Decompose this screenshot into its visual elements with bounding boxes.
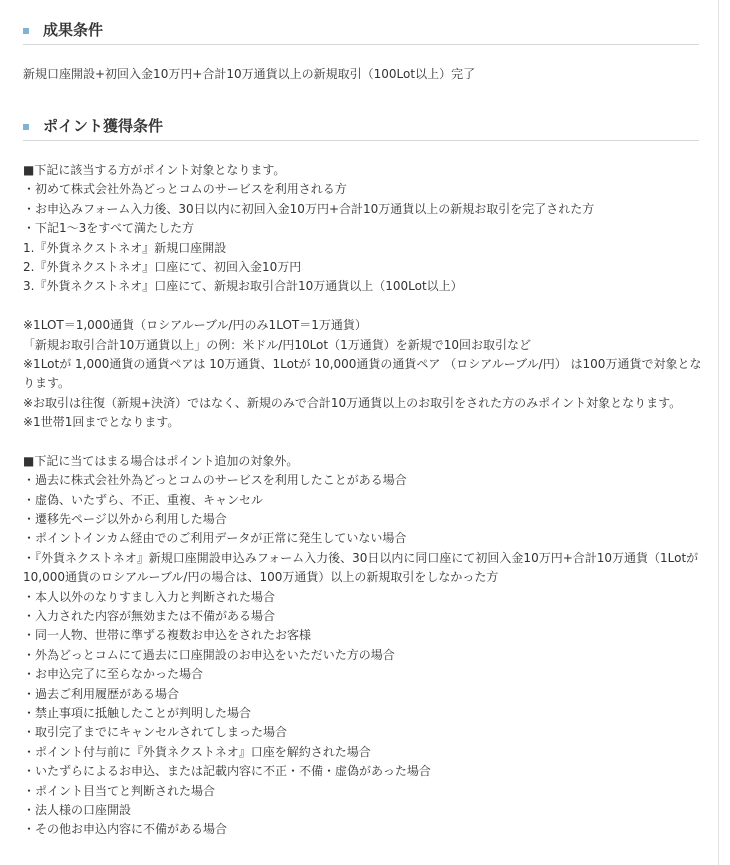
text-line: ・虚偽、いたずら、不正、重複、キャンセル bbox=[23, 492, 264, 507]
text-line: 1.『外貨ネクストネオ』新規口座開設 bbox=[23, 240, 227, 255]
heading-square-icon bbox=[23, 28, 29, 34]
text-line: 新規口座開設+初回入金10万円+合計10万通貨以上の新規取引（100Lot以上）完了 bbox=[23, 67, 476, 81]
text-line: ・入力された内容が無効または不備がある場合 bbox=[23, 609, 276, 624]
heading-square-icon bbox=[23, 124, 29, 130]
text-line: ・初めて株式会社外為どっとコムのサービスを利用される方 bbox=[23, 182, 347, 197]
text-line: ・本人以外のなりすまし入力と判断された場合 bbox=[23, 589, 276, 604]
text-line: ・禁止事項に抵触したことが判明した場合 bbox=[23, 706, 252, 721]
text-line: ・『外貨ネクストネオ』新規口座開設申込みフォーム入力後、30日以内に同口座にて初回入金10万円+合計10万通貨（1Lotが10,000通貨のロシアルーブル/円の場合は、100万通貨）以上の新規取引をしなかった方 bbox=[23, 550, 699, 585]
text-line: ・ポイントインカム経由でのご利用データが正常に発生していない場合 bbox=[23, 531, 407, 546]
blank-line bbox=[23, 433, 703, 452]
blank-line bbox=[23, 297, 703, 316]
text-line: 「新規お取引合計10万通貨以上」の例：米ドル/円10Lot（1万通貨）を新規で10回お取引など bbox=[23, 337, 532, 352]
text-line: ・外為どっとコムにて過去に口座開設のお申込をいただいた方の場合 bbox=[23, 647, 395, 662]
text-line: ・法人様の口座開設 bbox=[23, 802, 132, 817]
text-line: ・同一人物、世帯に準ずる複数お申込をされたお客様 bbox=[23, 628, 312, 643]
text-line: ・お申込完了に至らなかった場合 bbox=[23, 667, 204, 682]
results-conditions-text bbox=[23, 65, 703, 84]
text-line: ・その他お申込内容に不備がある場合 bbox=[23, 822, 228, 837]
text-line: ※1世帯1回までとなります。 bbox=[23, 415, 180, 430]
text-line: ・過去ご利用履歴がある場合 bbox=[23, 686, 180, 701]
text-line: ■下記に当てはまる場合はポイント追加の対象外。 bbox=[23, 453, 299, 468]
text-line: ・下記1～3をすべて満たした方 bbox=[23, 221, 195, 236]
text-line: ・ポイント付与前に『外貨ネクストネオ』口座を解約された場合 bbox=[23, 744, 371, 759]
text-line: ・取引完了までにキャンセルされてしまった場合 bbox=[23, 725, 288, 740]
text-line: ※お取引は往復（新規+決済）ではなく、新規のみで合計10万通貨以上のお取引をされた方のみポイント対象となります。 bbox=[23, 395, 682, 410]
section-title: ポイント獲得条件 bbox=[43, 117, 164, 135]
text-line: ・遷移先ページ以外から利用した場合 bbox=[23, 512, 227, 527]
section-heading-results bbox=[23, 20, 699, 45]
text-line: 3.『外貨ネクストネオ』口座にて、新規お取引合計10万通貨以上（100Lot以上） bbox=[23, 279, 463, 294]
text-line: 2.『外貨ネクストネオ』口座にて、初回入金10万円 bbox=[23, 259, 302, 274]
points-conditions-text bbox=[23, 161, 703, 840]
text-line: ・過去に株式会社外為どっとコムのサービスを利用したことがある場合 bbox=[23, 473, 407, 488]
text-line: ※1LOT＝1,000通貨（ロシアルーブル/円のみ1LOT＝1万通貨） bbox=[23, 318, 367, 333]
text-line: ・ポイント目当てと判断された場合 bbox=[23, 783, 216, 798]
text-line: ・お申込みフォーム入力後、30日以内に初回入金10万円+合計10万通貨以上の新規お取引を完了された方 bbox=[23, 201, 595, 216]
section-heading-points bbox=[23, 116, 699, 141]
section-title: 成果条件 bbox=[43, 21, 104, 39]
text-line: ■下記に該当する方がポイント対象となります。 bbox=[23, 163, 286, 177]
text-line: ・いたずらによるお申込、または記載内容に不正・不備・虚偽があった場合 bbox=[23, 764, 431, 779]
text-line: ※1Lotが 1,000通貨の通貨ペアは 10万通貨、1Lotが 10,000通貨の通貨ペア （ロシアルーブル/円） は100万通貨で対象となります。 bbox=[23, 356, 702, 391]
